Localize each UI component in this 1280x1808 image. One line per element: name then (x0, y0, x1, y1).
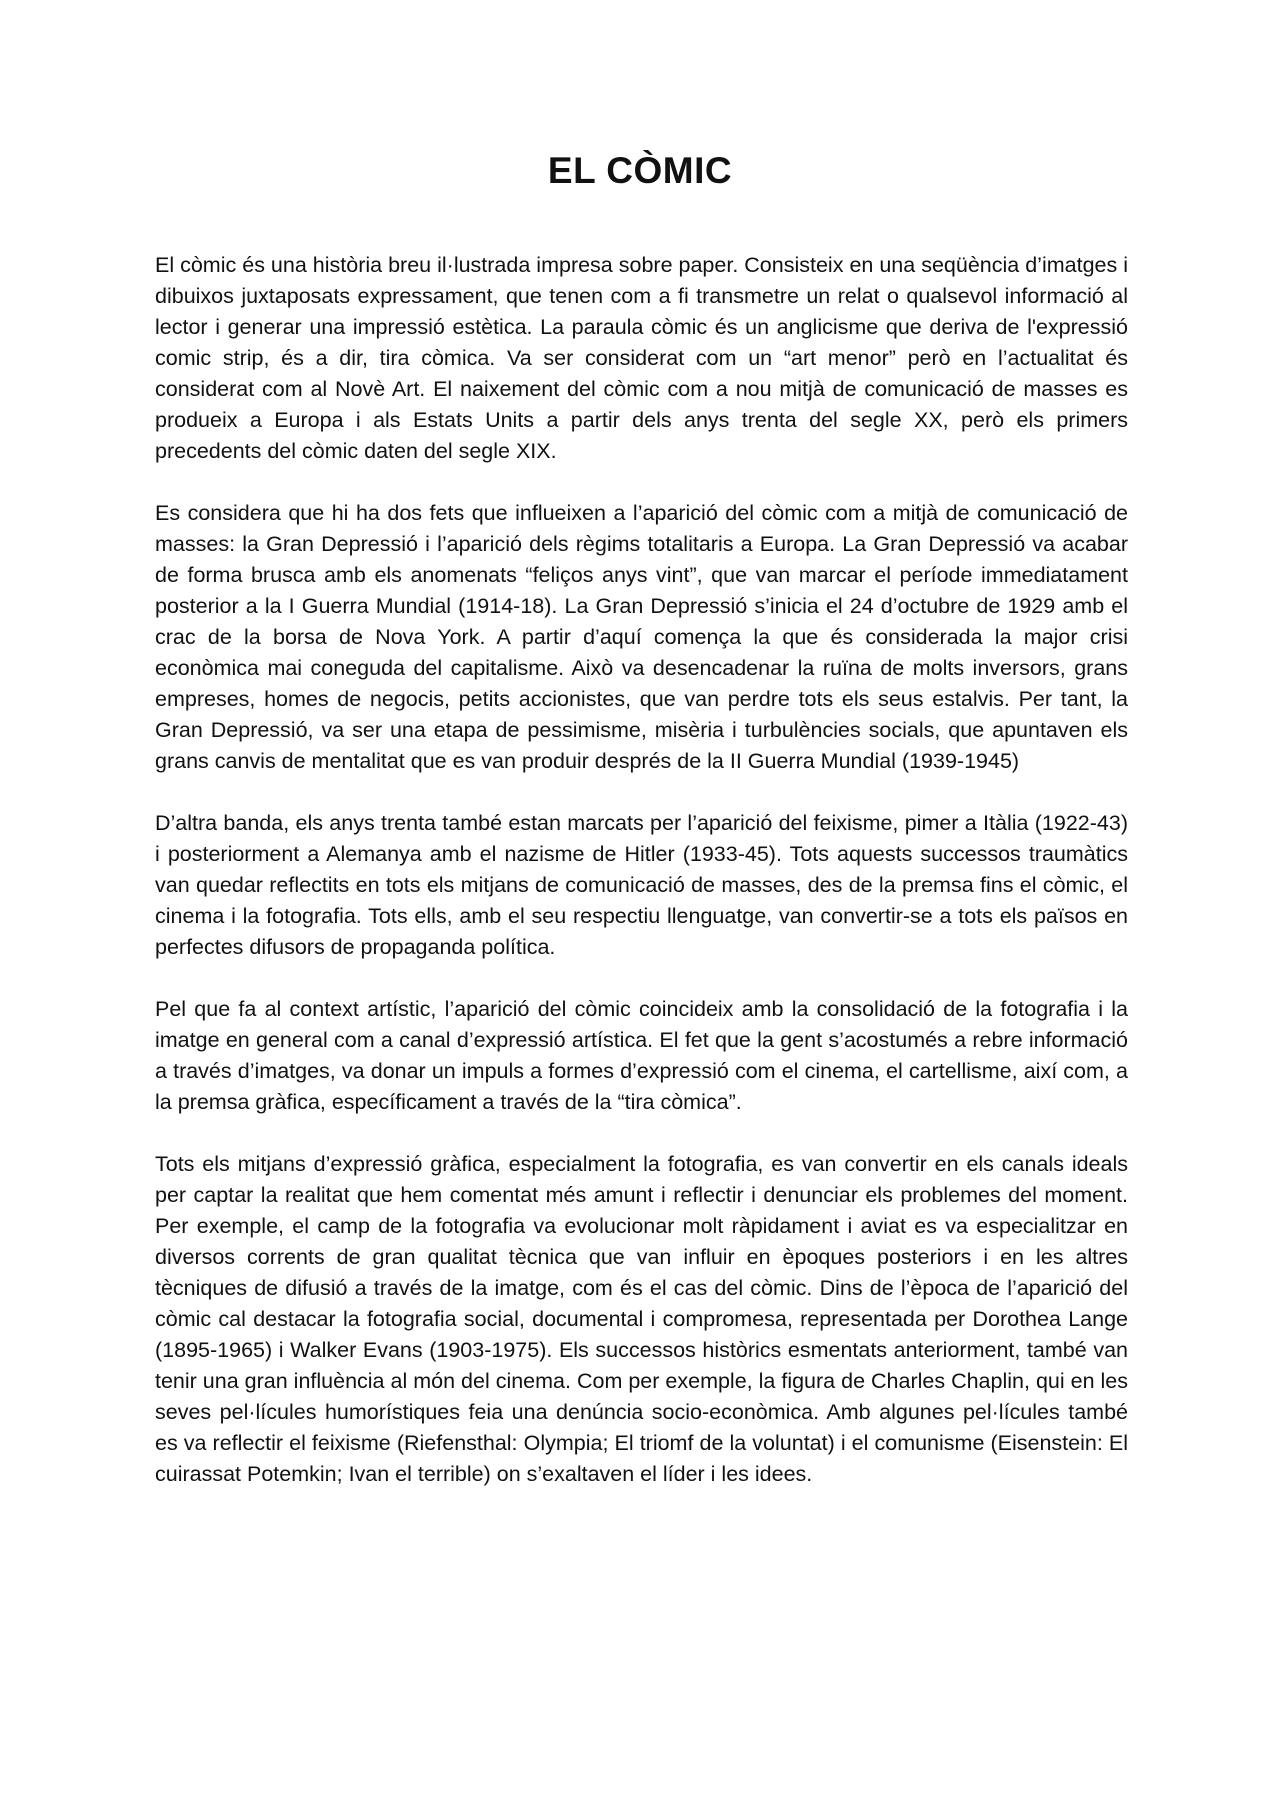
paragraph-4: Pel que fa al context artístic, l’aparició del còmic coincideix amb la consolidació de la fotografia i la imatge en general com a canal d’expressió artística. El fet que la gent s’acostumés a rebre informació a través d’imatges, va donar un impuls a formes d’expressió com el cinema, el cartellisme, així com, a la premsa gràfica, específicament a través de la “tira còmica”. (155, 997, 1128, 1114)
paragraph-1: El còmic és una història breu il·lustrada impresa sobre paper. Consisteix en una seqüència d’imatges i dibuixos juxtaposats expressament, que tenen com a fi transmetre un relat o qualsevol informació al lector i generar una impressió estètica. La paraula còmic és un anglicisme que deriva de l'expressió comic strip, és a dir, tira còmica. Va ser considerat com un “art menor” però en l’actualitat és considerat com al Novè Art. El naixement del còmic com a nou mitjà de comunicació de masses es produeix a Europa i als Estats Units a partir dels anys trenta del segle XX, però els primers precedents del còmic daten del segle XIX. (155, 253, 1128, 463)
paragraph-5: Tots els mitjans d’expressió gràfica, especialment la fotografia, es van convertir en els canals ideals per captar la realitat que hem comentat més amunt i reflectir i denunciar els problemes del moment. Per exemple, el camp de la fotografia va evolucionar molt ràpidament i aviat es va especialitzar en diversos corrents de gran qualitat tècnica que van influir en èpoques posteriors i en les altres tècniques de difusió a través de la imatge, com és el cas del còmic. Dins de l’època de l’aparició del còmic cal destacar la fotografia social, documental i compromesa, representada per Dorothea Lange (1895-1965) i Walker Evans (1903-1975). Els successos històrics esmentats anteriorment, també van tenir una gran influència al món del cinema. Com per exemple, la figura de Charles Chaplin, qui en les seves pel·lícules humorístiques feia una denúncia socio-econòmica. Amb algunes pel·lícules també es va reflectir el feixisme (Riefensthal: Olympia; El triomf de la voluntat) i el comunisme (Eisenstein: El cuirassat Potemkin; Ivan el terrible) on s’exaltaven el líder i les idees. (155, 1152, 1128, 1486)
paragraph-2: Es considera que hi ha dos fets que influeixen a l’aparició del còmic com a mitjà de comunicació de masses: la Gran Depressió i l’aparició dels règims totalitaris a Europa. La Gran Depressió va acabar de forma brusca amb els anomenats “feliços anys vint”, que van marcar el període immediatament posterior a la I Guerra Mundial (1914-18). La Gran Depressió s’inicia el 24 d’octubre de 1929 amb el crac de la borsa de Nova York. A partir d’aquí comença la que és considerada la major crisi econòmica mai coneguda del capitalisme. Això va desencadenar la ruïna de molts inversors, grans empreses, homes de negocis, petits accionistes, que van perdre tots els seus estalvis. Per tant, la Gran Depressió, va ser una etapa de pessimisme, misèria i turbulències socials, que apuntaven els grans canvis de mentalitat que es van produir després de la II Guerra Mundial (1939-1945) (155, 501, 1128, 773)
page-title: EL CÒMIC (547, 150, 733, 191)
paragraph-3: D’altra banda, els anys trenta també estan marcats per l’aparició del feixisme, pimer a Itàlia (1922-43) i posteriorment a Alemanya amb el nazisme de Hitler (1933-45). Tots aquests successos traumàtics van quedar reflectits en tots els mitjans de comunicació de masses, des de la premsa fins el còmic, el cinema i la fotografia. Tots ells, amb el seu respectiu llenguatge, van convertir-se a tots els països en perfectes difusors de propaganda política. (155, 811, 1128, 959)
document-body (155, 250, 1128, 1521)
